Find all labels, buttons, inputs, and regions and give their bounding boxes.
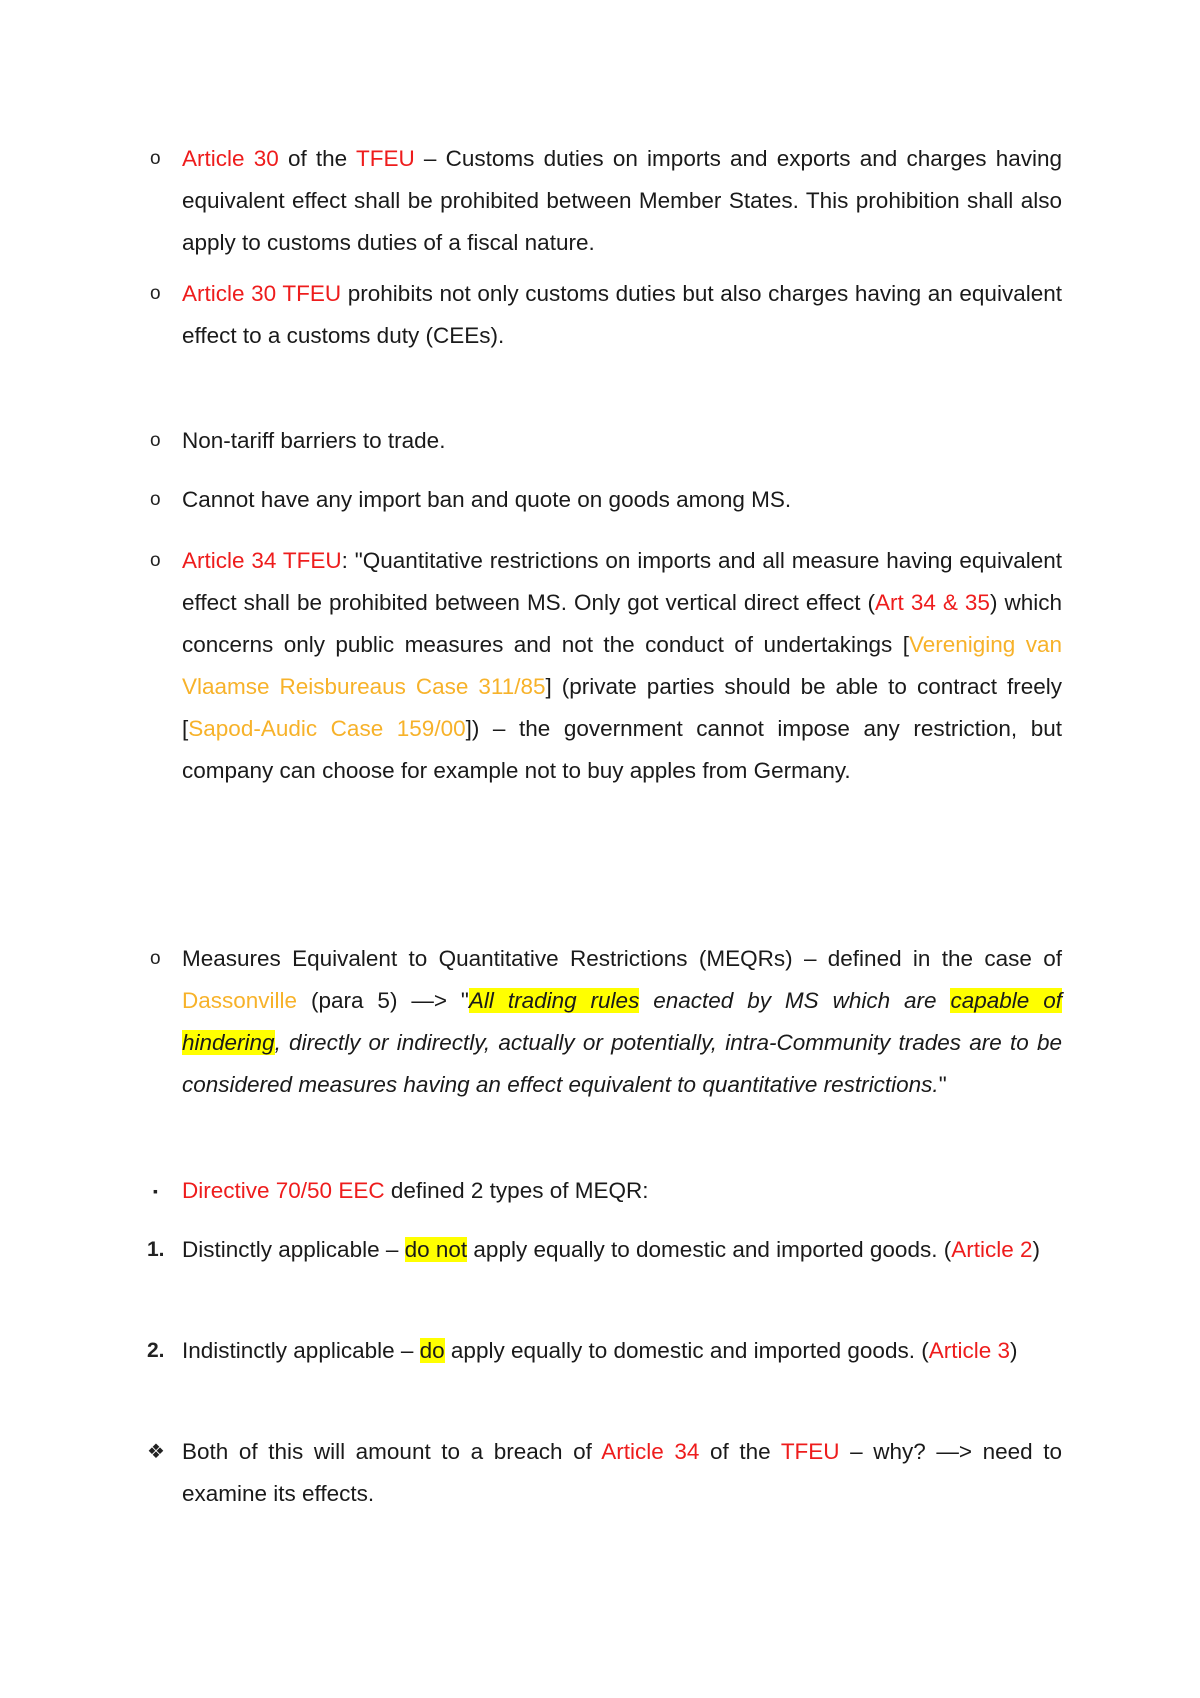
case-reference: Vereniging van Vlaamse Reisbureaus Case 311/85 [182, 632, 1062, 699]
text-run: Both of this will amount to a breach of [182, 1439, 602, 1464]
treaty-reference: TFEU [780, 1439, 840, 1464]
directive-reference: Directive 70/50 EEC [182, 1178, 385, 1203]
bullet-item-article-30-tfeu [150, 273, 1062, 357]
highlighted-quote: capable of hindering [182, 988, 1062, 1055]
bullet-item-directive [153, 1170, 1062, 1212]
text-run: (para 5) —> " [297, 988, 469, 1013]
paragraph-text [182, 273, 1062, 357]
text-run: of the [278, 146, 356, 171]
article-reference: Art 34 & 35 [875, 590, 990, 615]
text-run: prohibits not only customs duties but also charges having an equivalent effect to a customs duty (CEEs). [182, 281, 1062, 348]
text-run: ]) – the government cannot impose any restriction, but company can choose for example not to buy apples from Germany. [182, 716, 1063, 783]
text-run: apply equally to domestic and imported goods. ( [467, 1237, 952, 1262]
bullet-item-article-30 [150, 138, 1063, 264]
text-run: Indistinctly applicable – [182, 1338, 420, 1363]
circle-bullet-icon: o [150, 948, 161, 969]
text-run: ] (private parties should be able to contract freely [ [182, 674, 1062, 741]
treaty-reference: TFEU [355, 146, 415, 171]
bullet-item-article-34 [150, 540, 1063, 792]
text-run: ) [1009, 1338, 1018, 1363]
highlighted-text: do not [404, 1237, 468, 1262]
circle-bullet-icon: o [150, 550, 161, 571]
article-reference: Article 34 [601, 1439, 700, 1464]
paragraph-text [182, 1431, 1062, 1515]
article-reference: Article 30 TFEU [182, 281, 342, 306]
bullet-item-meqrs [150, 938, 1062, 1106]
paragraph-text [182, 540, 1062, 792]
numbered-item-1 [147, 1229, 1062, 1271]
case-reference: Dassonville [182, 988, 298, 1013]
text-run: " [938, 1072, 947, 1097]
text-run: Measures Equivalent to Quantitative Restrictions (MEQRs) – defined in the case of [182, 946, 1062, 971]
text-run: ) [1032, 1237, 1040, 1262]
paragraph-text [182, 938, 1062, 1106]
paragraph-text [182, 1330, 1062, 1372]
number-marker: 1. [147, 1238, 165, 1261]
text-run: ) which concerns only public measures and not the conduct of undertakings [ [182, 590, 1062, 657]
article-reference: Article 30 [182, 146, 279, 171]
text-run: apply equally to domestic and imported goods. ( [444, 1338, 929, 1363]
paragraph-text [182, 138, 1062, 264]
paragraph-text [182, 1170, 1062, 1212]
quote-text: enacted by MS which are [639, 988, 951, 1013]
text-run: – why? —> need to examine its effects. [182, 1439, 1063, 1506]
circle-bullet-icon: o [150, 430, 161, 451]
numbered-item-2 [147, 1330, 1062, 1372]
paragraph-text [182, 1229, 1062, 1271]
article-reference: Article 2 [951, 1237, 1033, 1262]
paragraph-text: Cannot have any import ban and quote on goods among MS. [182, 487, 792, 512]
diamond-bullet-icon: ❖ [147, 1441, 165, 1463]
bullet-item-non-tariff [150, 420, 1062, 462]
article-reference: Article 34 TFEU [182, 548, 342, 573]
quote-text: , directly or indirectly, actually or potentially, intra-Community trades are to be considered measures having an effect equivalent to quantitative restrictions. [182, 1030, 1062, 1097]
text-run: defined 2 types of MEQR: [384, 1178, 649, 1203]
highlighted-text: do [419, 1338, 445, 1363]
text-run: – Customs duties on imports and exports and charges having equivalent effect shall be prohibited between Member States. This prohibition shall also apply to customs duties of a fiscal nature. [182, 146, 1063, 255]
diamond-item-breach [147, 1431, 1063, 1515]
highlighted-quote: All trading rules [468, 988, 640, 1013]
circle-bullet-icon: o [150, 489, 161, 510]
article-reference: Article 3 [928, 1338, 1010, 1363]
circle-bullet-icon: o [150, 148, 161, 169]
bullet-item-import-ban [150, 479, 1062, 521]
number-marker: 2. [147, 1339, 165, 1362]
square-bullet-icon: ▪ [153, 1183, 158, 1199]
case-reference: Sapod-Audic Case 159/00 [188, 716, 466, 741]
paragraph-text: Non-tariff barriers to trade. [182, 428, 446, 453]
circle-bullet-icon: o [150, 283, 161, 304]
text-run: : "Quantitative restrictions on imports and all measure having equivalent effect shall be prohibited between MS. Only got vertical direct effect ( [182, 548, 1062, 615]
text-run: Distinctly applicable – [182, 1237, 405, 1262]
text-run: of the [699, 1439, 781, 1464]
